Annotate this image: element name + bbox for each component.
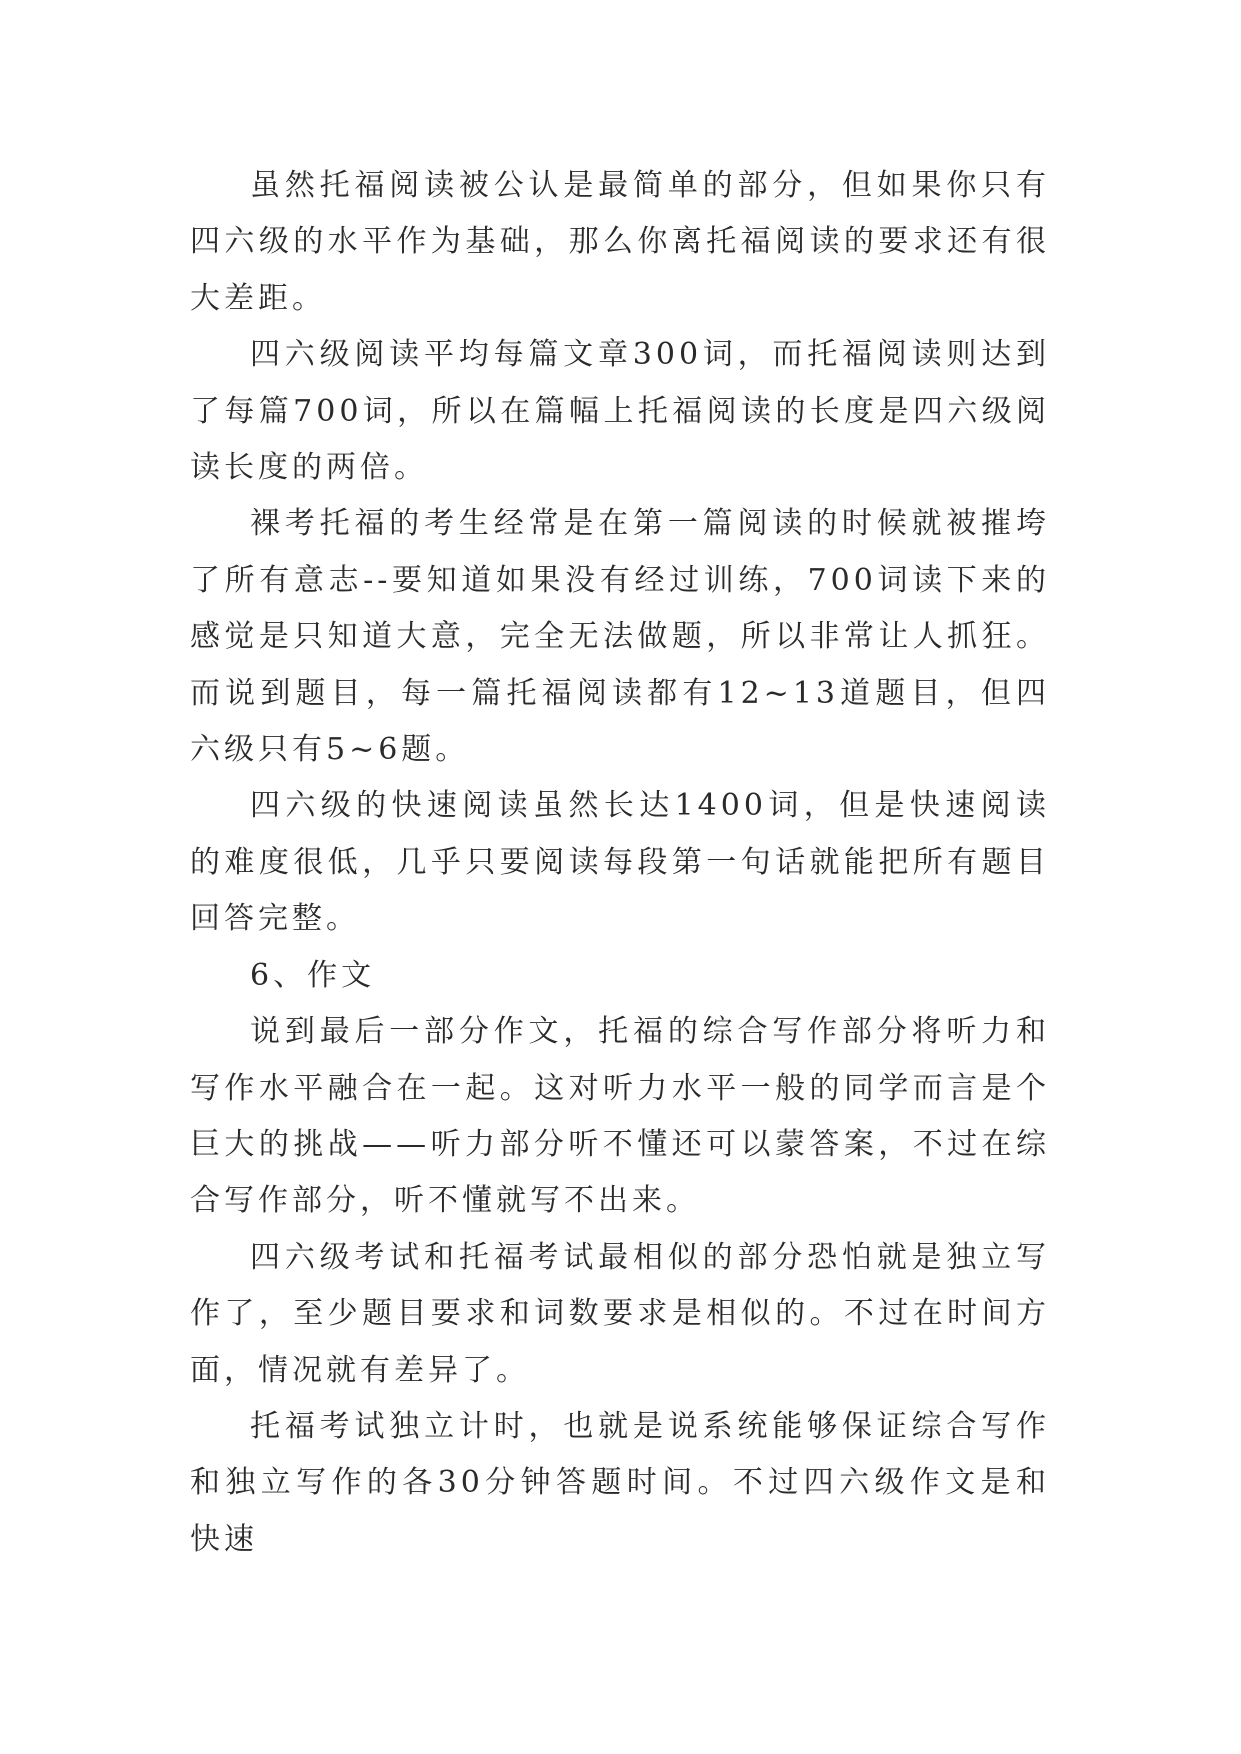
paragraph-integrated-writing: 说到最后一部分作文，托福的综合写作部分将听力和写作水平融合在一起。这对听力水平一般的同学而言是个巨大的挑战——听力部分听不懂还可以蒙答案，不过在综合写作部分，听不懂就写不出来。 xyxy=(190,1014,1050,1219)
paragraph-unprepared-test-takers: 裸考托福的考生经常是在第一篇阅读的时候就被摧垮了所有意志--要知道如果没有经过训练，700词读下来的感觉是只知道大意，完全无法做题，所以非常让人抓狂。而说到题目，每一篇托福阅读都有12~13道题目，但四六级只有5~6题。 xyxy=(190,506,1050,768)
paragraph-independent-writing: 四六级考试和托福考试最相似的部分恐怕就是独立写作了，至少题目要求和词数要求是相似的。不过在时间方面，情况就有差异了。 xyxy=(190,1239,1050,1388)
document-body xyxy=(190,158,1050,1568)
section-heading-writing: 6、作文 xyxy=(250,957,376,993)
paragraph-reading-difficulty: 虽然托福阅读被公认是最简单的部分，但如果你只有四六级的水平作为基础，那么你离托福阅读的要求还有很大差距。 xyxy=(190,168,1050,316)
paragraph-timing: 托福考试独立计时，也就是说系统能够保证综合写作和独立写作的各30分钟答题时间。不过四六级作文是和快速 xyxy=(190,1408,1050,1557)
paragraph-reading-length: 四六级阅读平均每篇文章300词，而托福阅读则达到了每篇700词，所以在篇幅上托福阅读的长度是四六级阅读长度的两倍。 xyxy=(190,337,1050,486)
paragraph-fast-reading: 四六级的快速阅读虽然长达1400词，但是快速阅读的难度很低，几乎只要阅读每段第一句话就能把所有题目回答完整。 xyxy=(190,788,1050,937)
